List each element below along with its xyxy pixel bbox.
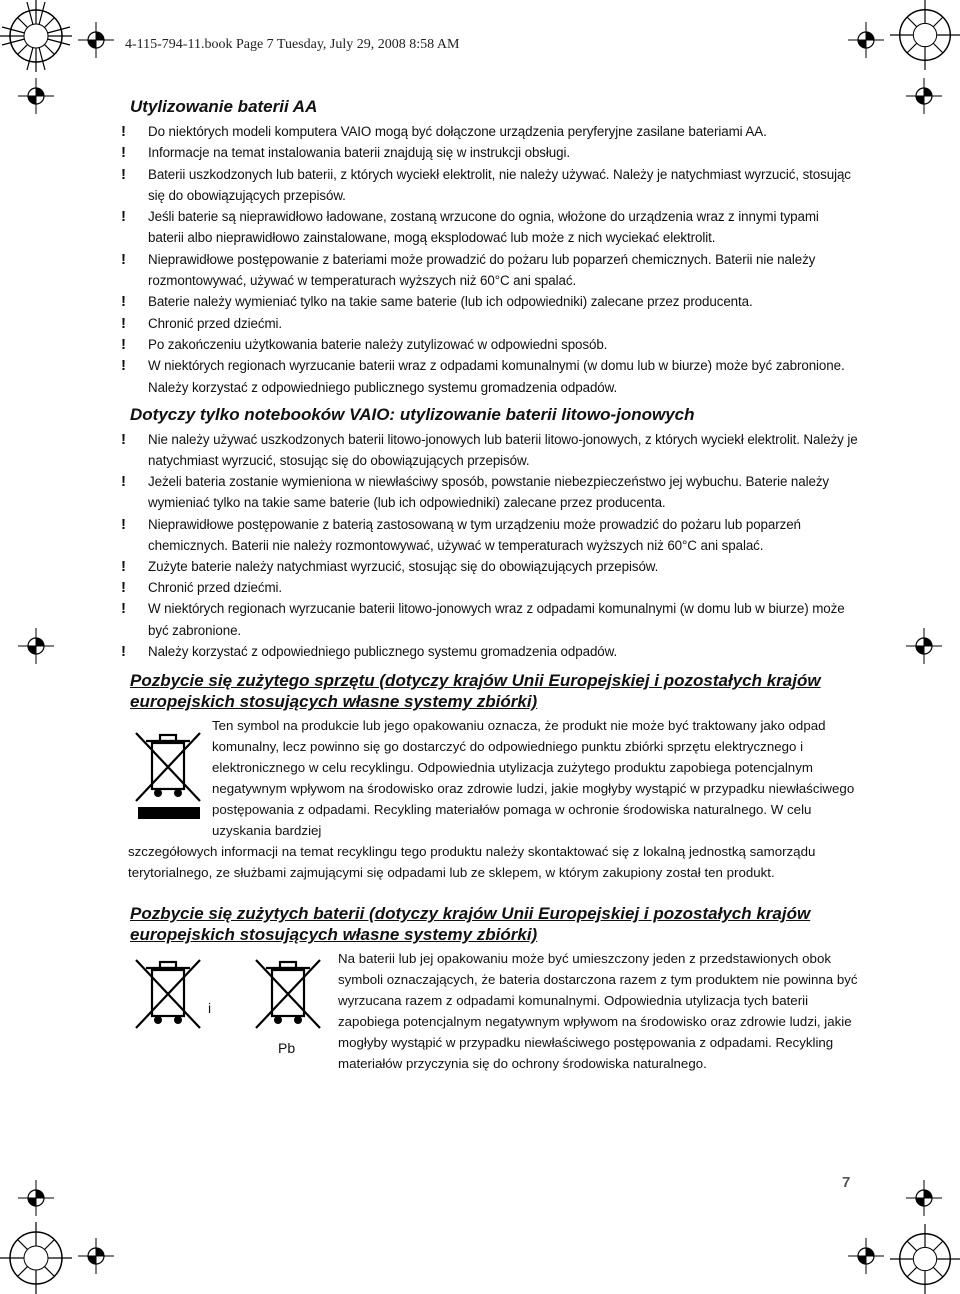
lead-symbol-label: Pb [278,1040,296,1057]
bullet-icon: ! [121,123,126,140]
bullet-icon: ! [121,144,126,162]
list-item: ! Nieprawidłowe postępowanie z bateriami może prowadzić do pożaru lub poparzeń chemicznych. Baterii nie należy rozmontowywać, używać w temperaturach wyższych niż 60°C ani spalać. [121,250,816,289]
bullet-icon: ! [121,165,126,183]
list-item: ! Jeśli baterie są nieprawidłowo ładowane, zostaną wrzucone do ognia, włożone do urządzenia wraz z innymi typami baterii albo nieprawidłowo zainstalowane, mogą eksplodować lub może z nich wyciekać elektrolit. [121,208,819,246]
section-battery-disposal [130,903,858,1098]
list-item: ! Baterii uszkodzonych lub baterii, z których wyciekł elektrolit, nie należy używać. Należy je natychmiast wyrzucić, stosując się do obowiązujących przepisów. [121,165,851,203]
list-item: ! Baterie należy wymieniać tylko na takie same baterie (lub ich odpowiedniki) zalecane przez producenta. [130,291,858,312]
crosshair-mark-icon [906,1180,942,1216]
list-item: ! Informacje na temat instalowania baterii znajdują się w instrukcji obsługi. [130,142,858,163]
bullet-icon: ! [121,293,126,311]
registration-mark-icon [0,1222,72,1294]
list-item: ! Do niektórych modeli komputera VAIO mogą być dołączone urządzenia peryferyjne zasilane bateriami AA. [130,121,858,142]
section-title: Pozbycie się zużytych baterii (dotyczy krajów Unii Europejskiej i pozostałych krajów europejskich stosujących własne systemy zbiórki) [130,904,811,945]
weee-block [130,715,858,883]
bullet-icon: ! [121,314,126,332]
bullet-icon: ! [121,208,126,226]
bullet-icon: ! [121,558,126,576]
bullet-icon: ! [121,250,126,268]
list-item: ! Zużyte baterie należy natychmiast wyrzucić, stosując się do obowiązujących przepisów. [130,556,858,577]
list-item: ! W niektórych regionach wyrzucanie baterii wraz z odpadami komunalnymi (w domu lub w biurze) może być zabronione. Należy korzystać z odpowiedniego publicznego systemu gromadzenia odpadów. [121,357,845,395]
section-aa-batteries [121,96,858,398]
bullet-icon: ! [121,515,126,533]
bullet-list [121,429,858,662]
crosshair-mark-icon [18,1180,54,1216]
crosshair-mark-icon [78,1238,114,1274]
crossed-bin-icon [130,952,206,1032]
crosshair-mark-icon [18,78,54,114]
bullet-icon: ! [121,430,126,448]
section-title: Utylizowanie baterii AA [130,97,318,116]
crossed-bin-icon [130,725,206,821]
bullet-icon: ! [121,642,126,660]
registration-mark-icon [890,1224,960,1294]
bullet-icon: ! [121,579,126,597]
print-header: 4-115-794-11.book Page 7 Tuesday, July 29, 2008 8:58 AM [125,37,460,52]
page-number: 7 [842,1174,851,1191]
page-content [121,96,858,1098]
weee-text: Ten symbol na produkcie lub jego opakowaniu oznacza, że produkt nie może być traktowany jako odpad komunalny, lecz powinno się go dostarczyć do odpowiedniego punktu zbiórki sprzętu elektrycznego i elektronicznego w celu recyklingu. Odpowiednia utylizacja zużytego produktu zapobiega potencjalnym negatywnym wpływom na środowisko oraz zdrowie ludzi, jakie mogłyby wystąpić w przypadku niewłaściwego postępowania z odpadami. Recykling materiałów pomaga w ochronie środowiska naturalnego. W celu uzyskania bardziej [212,718,855,839]
crossed-bin-pb-icon [250,952,326,1032]
list-item: ! Chronić przed dziećmi. [130,313,858,334]
battery-disposal-text: Na baterii lub jej opakowaniu może być umieszczony jeden z przedstawionych obok symboli oznaczających, że bateria dostarczona razem z tym produktem nie powinna być wyrzucana razem z odpadami komunalnymi. Odpowiednia utylizacja tych baterii zapobiega potencjalnym negatywnym wpływom na środowisko oraz zdrowie ludzi, jakie mogłyby wystąpić w przypadku niewłaściwego postępowania z odpadami. Recykling materiałów przyczynia się do ochrony środowiska naturalnego. [338,951,858,1072]
bullet-icon: ! [121,357,126,375]
bullet-icon: ! [121,473,126,491]
section-title: Dotyczy tylko notebooków VAIO: utylizowanie baterii litowo-jonowych [130,404,695,424]
weee-text-continued: szczegółowych informacji na temat recyklingu tego produktu należy skontaktować się z lokalną jednostką samorządu terytorialnego, ze służbami zajmującymi się odpadami lub ze sklepem, w którym zakupiony został ten produkt. [128,844,816,881]
list-item: ! Po zakończeniu użytkowania baterie należy zutylizować w odpowiedni sposób. [130,334,858,355]
list-item: ! Nieprawidłowe postępowanie z baterią zastosowaną w tym urządzeniu może prowadzić do pożaru lub poparzeń chemicznych. Baterii nie należy rozmontowywać, używać w temperaturach wyższych niż 60°C ani spalać. [121,515,801,553]
battery-disposal-block [130,948,858,1098]
crosshair-mark-icon [848,1238,884,1274]
registration-mark-icon [0,0,72,72]
bullet-icon: ! [121,335,126,353]
list-item: ! Nie należy używać uszkodzonych baterii litowo-jonowych lub baterii litowo-jonowych, z których wyciekł elektrolit. Należy je natychmiast wyrzucić, stosując się do obowiązujących przepisów. [121,430,858,469]
crosshair-mark-icon [906,78,942,114]
list-item: ! W niektórych regionach wyrzucanie baterii litowo-jonowych wraz z odpadami komunalnymi (w domu lub w biurze) może być zabronione. [121,600,845,638]
crosshair-mark-icon [18,628,54,664]
bullet-icon: ! [121,600,126,618]
crosshair-mark-icon [848,22,884,58]
list-item: ! Należy korzystać z odpowiedniego publicznego systemu gromadzenia odpadów. [130,641,858,662]
symbol-conjunction: i [208,1000,212,1017]
section-title: Pozbycie się zużytego sprzętu (dotyczy krajów Unii Europejskiej i pozostałych krajów europejskich stosujących własne systemy zbiórki) [130,671,821,712]
crosshair-mark-icon [906,628,942,664]
list-item: ! Chronić przed dziećmi. [130,577,858,598]
list-item: ! Jeżeli bateria zostanie wymieniona w niewłaściwy sposób, powstanie niebezpieczeństwo jej wybuchu. Baterie należy wymieniać tylko na takie same baterie (lub ich odpowiedniki) zalecane przez producenta. [121,473,830,511]
bullet-list [121,121,858,398]
crosshair-mark-icon [78,22,114,58]
section-weee-disposal [130,670,858,883]
section-li-ion-batteries [121,404,858,662]
registration-mark-icon [890,0,960,70]
